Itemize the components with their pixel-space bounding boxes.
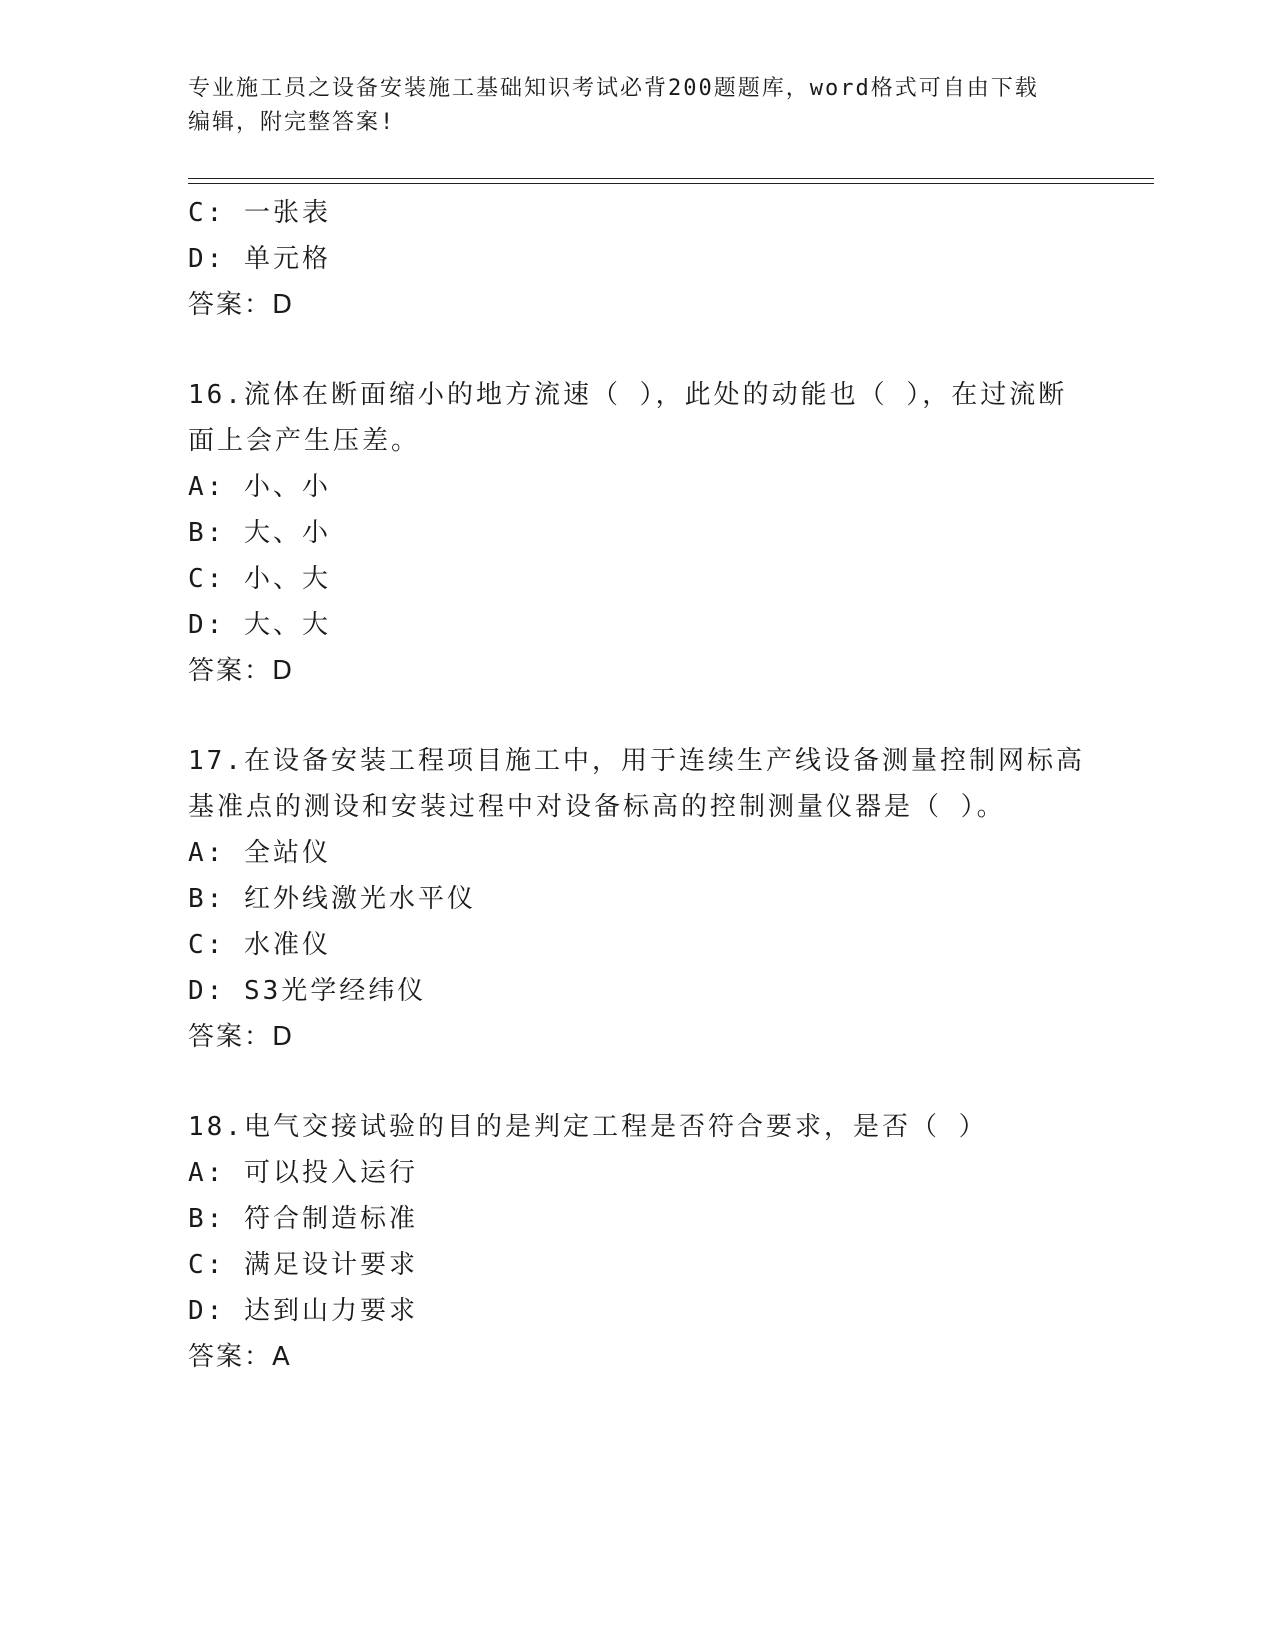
document-header	[188, 72, 1088, 140]
option-c: C: 小、大	[188, 564, 331, 594]
option-a: A: 小、小	[188, 472, 331, 502]
answer-line: 答案：D	[188, 1022, 295, 1052]
prev-question-block	[188, 190, 1088, 328]
question-text: 17.在设备安装工程项目施工中，用于连续生产线设备测量控制网标高	[188, 746, 1085, 776]
document-body	[188, 190, 1088, 1380]
option-b: B: 符合制造标准	[188, 1204, 418, 1234]
option-b: B: 大、小	[188, 518, 331, 548]
question-text: 16.流体在断面缩小的地方流速（ ），此处的动能也（ ），在过流断	[188, 380, 1068, 410]
question-text: 18.电气交接试验的目的是判定工程是否符合要求，是否（ ）	[188, 1112, 988, 1142]
option-b: B: 红外线激光水平仪	[188, 884, 476, 914]
option-c: C: 水准仪	[188, 930, 331, 960]
answer-line: 答案：D	[188, 290, 295, 320]
question-block	[188, 1104, 1088, 1380]
question-text: 基准点的测设和安装过程中对设备标高的控制测量仪器是（ ）。	[188, 792, 1006, 822]
question-block	[188, 372, 1088, 694]
option-d: D: 大、大	[188, 610, 331, 640]
option-a: A: 全站仪	[188, 838, 331, 868]
answer-line: 答案：D	[188, 656, 295, 686]
header-divider-top	[188, 178, 1154, 179]
question-block	[188, 738, 1088, 1060]
option-d: D: S3光学经纬仪	[188, 976, 427, 1006]
option-d: D: 单元格	[188, 244, 331, 274]
question-text: 面上会产生压差。	[188, 426, 421, 456]
header-line-2: 编辑，附完整答案!	[188, 110, 396, 135]
option-a: A: 可以投入运行	[188, 1158, 418, 1188]
answer-line: 答案：A	[188, 1342, 292, 1372]
option-c: C: 满足设计要求	[188, 1250, 418, 1280]
option-d: D: 达到山力要求	[188, 1296, 418, 1326]
header-divider-bottom	[188, 183, 1154, 184]
header-line-1: 专业施工员之设备安装施工基础知识考试必背200题题库，word格式可自由下载	[188, 76, 1039, 101]
option-c: C: 一张表	[188, 198, 331, 228]
